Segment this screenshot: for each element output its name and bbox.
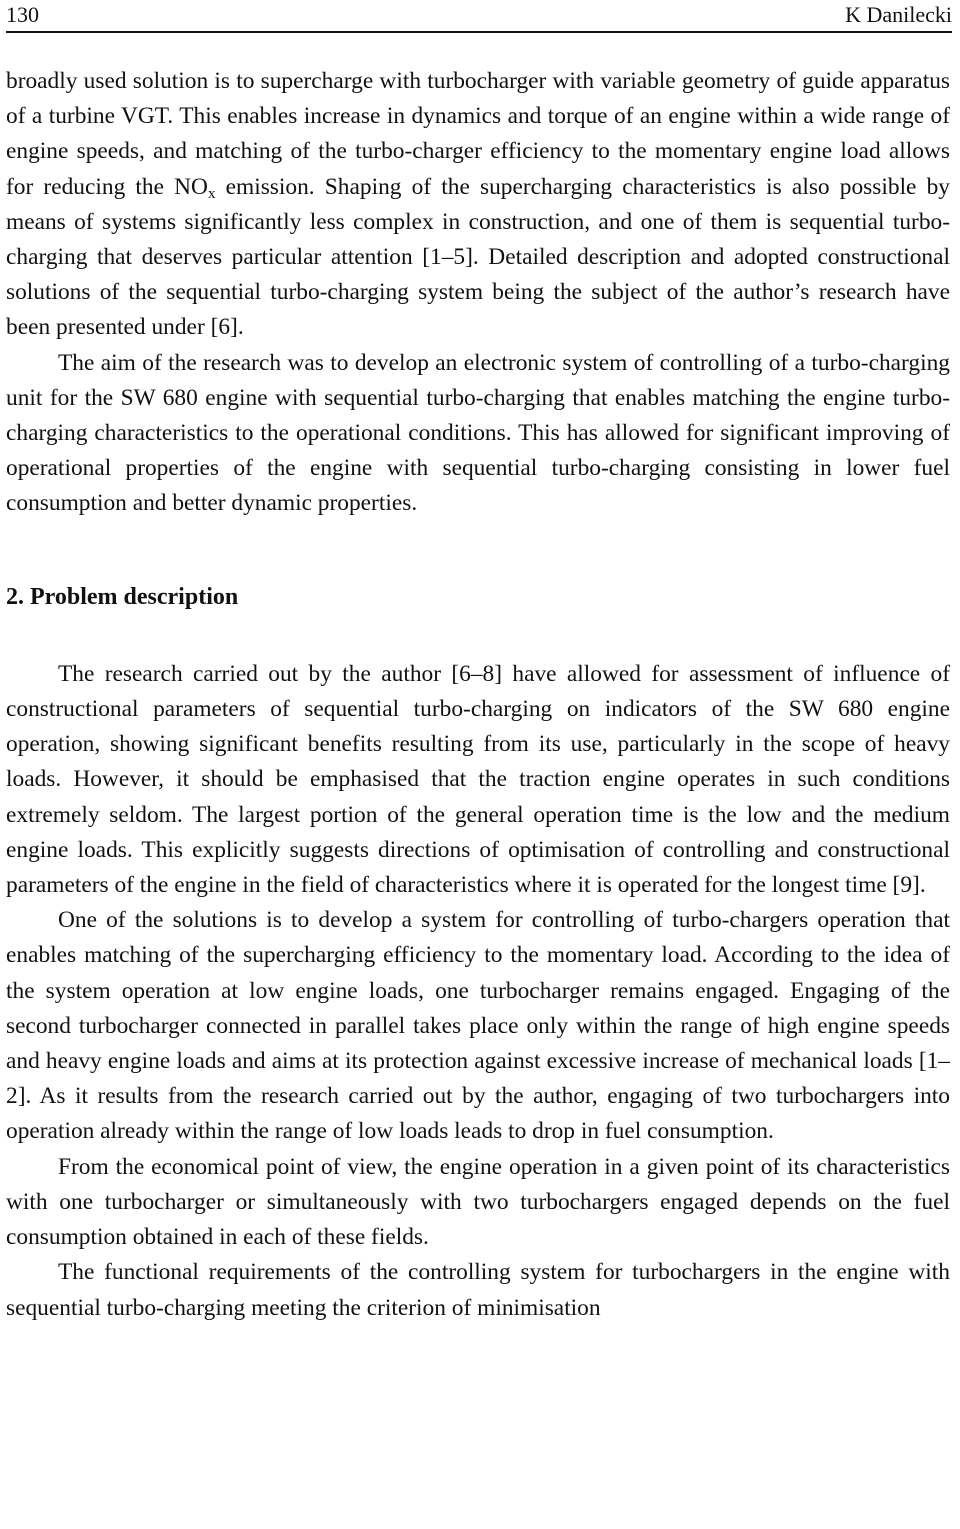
paragraph-text: broadly used solution is to supercharge with turbocharger with variable geometry of guide apparatus of a turbine VGT. This enables increase in dynamics and torque of an engine within a wide range of engine speeds, and matching of the turbo-charger efficiency to the momentary engine load allows for reducing the NO (6, 68, 950, 200)
body-paragraph (6, 64, 950, 346)
body-paragraph: The functional requirements of the controlling system for turbochargers in the engine with sequential turbo-charging meeting the criterion of minimisation (6, 1259, 950, 1321)
body-paragraph: The aim of the research was to develop an electronic system of controlling of a turbo-charging unit for the SW 680 engine with sequential turbo-charging that enables matching the engine turbo-charging characteristics to the operational conditions. This has allowed for significant improving of operational properties of the engine with sequential turbo-charging consisting in lower fuel consumption and better dynamic properties. (6, 349, 950, 517)
paragraph-text: emission. Shaping of the supercharging characteristics is also possible by means of systems significantly less complex in construction, and one of them is sequential turbo-charging that deserves particular attention [1–5]. Detailed description and adopted constructional solutions of the sequential turbo-charging system being the subject of the author’s research have been presented under [6]. (6, 173, 950, 341)
body-paragraph: One of the solutions is to develop a system for controlling of turbo-chargers operation that enables matching of the supercharging efficiency to the momentary load. According to the idea of the system operation at low engine loads, one turbocharger remains engaged. Engaging of the second turbocharger connected in parallel takes place only within the range of high engine speeds and heavy engine loads and aims at its protection against excessive increase of mechanical loads [1–2]. As it results from the research carried out by the author, engaging of two turbochargers into operation already within the range of low loads leads to drop in fuel consumption. (6, 907, 950, 1145)
body-paragraph: The research carried out by the author [6–8] have allowed for assessment of influence of constructional parameters of sequential turbo-charging on indicators of the SW 680 engine operation, showing significant benefits resulting from its use, particularly in the scope of heavy loads. However, it should be emphasised that the traction engine operates in such conditions extremely seldom. The largest portion of the general operation time is the low and the medium engine loads. This explicitly suggests directions of optimisation of controlling and constructional parameters of the engine in the field of characteristics where it is operated for the longest time [9]. (6, 660, 950, 899)
document-body (6, 64, 950, 1326)
page-header (6, 0, 952, 33)
page-number: 130 (6, 2, 39, 27)
subscript-x: x (207, 185, 216, 202)
running-header-author: K Danilecki (845, 2, 952, 27)
section-heading: 2. Problem description (6, 583, 239, 610)
body-paragraph: From the economical point of view, the engine operation in a given point of its characteristics with one turbocharger or simultaneously with two turbochargers engaged depends on the fuel consumption obtained in each of these fields. (6, 1153, 950, 1251)
